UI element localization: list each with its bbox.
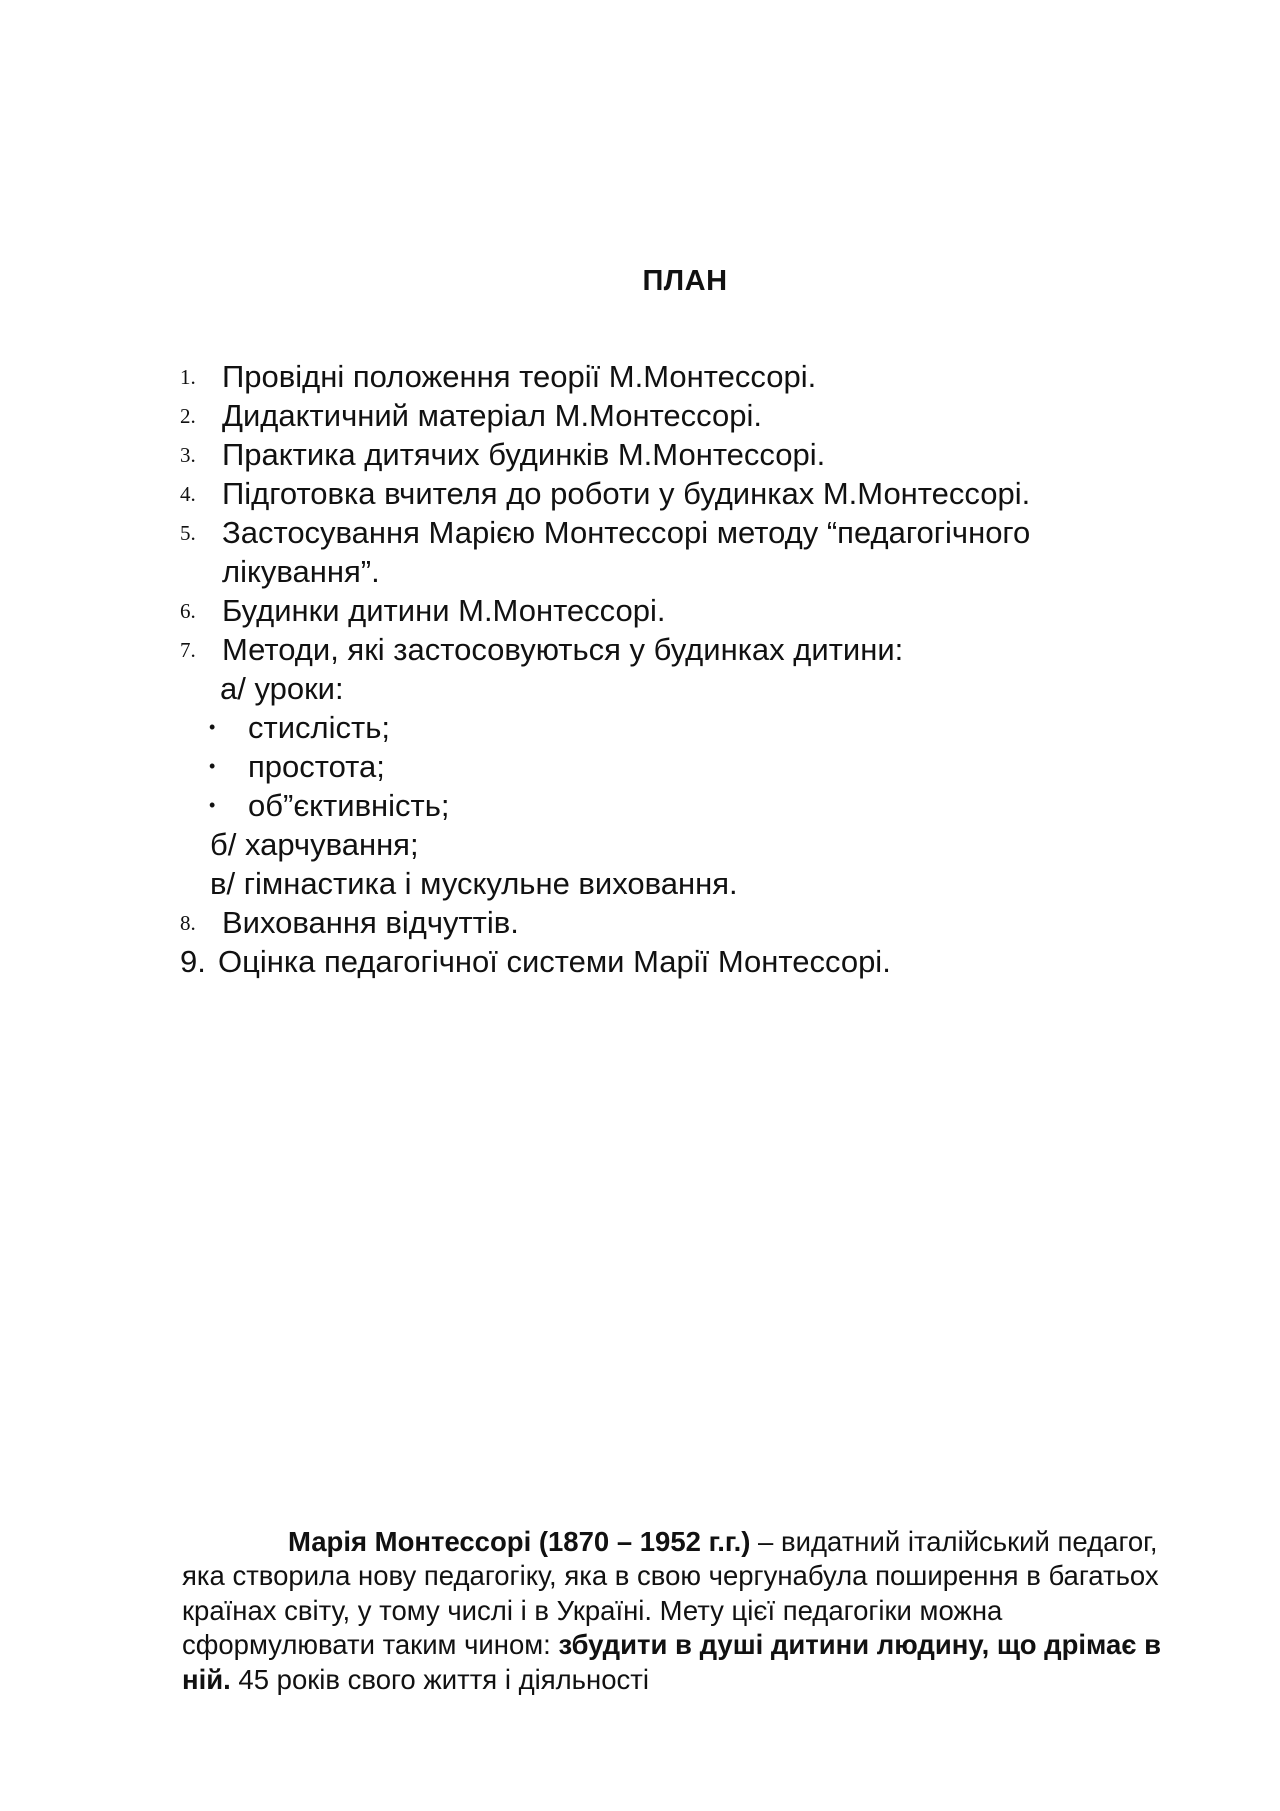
plan-item-number: 7. (180, 638, 196, 662)
plan-item-6 (180, 591, 1140, 630)
intro-name: Марія Монтессорі (1870 – 1952 г.г.) (288, 1525, 751, 1557)
plan-item-number: 6. (180, 599, 196, 623)
plan-item-number: 1. (180, 365, 196, 389)
plan-item-text: Провідні положення теорії М.Монтессорі. (222, 359, 817, 394)
plan-item-text: Оцінка педагогічної системи Марії Монтессорі. (218, 944, 891, 979)
bullet-item (180, 708, 1140, 747)
plan-list (180, 357, 1140, 981)
plan-item-text: Підготовка вчителя до роботи у будинках М.Монтессорі. (222, 476, 1031, 511)
sub-item-gymnastics: в/ гімнастика і мускульне виховання. (210, 866, 738, 901)
bullet-text: об”єктивність; (248, 788, 450, 823)
bullet-icon: • (209, 795, 216, 815)
bullet-icon: • (209, 717, 216, 737)
sub-item-lessons: а/ уроки: (220, 671, 344, 706)
plan-item-text: Застосування Марією Монтессорі методу “педагогічного лікування”. (222, 515, 1031, 589)
bullet-text: простота; (248, 749, 385, 784)
plan-item-number: 3. (180, 443, 196, 467)
plan-item-number: 5. (180, 521, 196, 545)
intro-paragraph (182, 1525, 1192, 1698)
plan-item-number: 8. (180, 911, 196, 935)
bullet-text: стислість; (248, 710, 390, 745)
plan-item-3 (180, 435, 1140, 474)
plan-item-1 (180, 357, 1140, 396)
plan-item-number: 4. (180, 482, 196, 506)
page-title: ПЛАН (642, 265, 728, 297)
plan-item-9 (180, 942, 1140, 981)
plan-item-4 (180, 474, 1140, 513)
plan-item-8 (180, 903, 1140, 942)
bullet-icon: • (209, 756, 216, 776)
intro-text: – видатний італійський педагог, яка створила нову педагогіку, яка в свою чергунабула поширення в багатьох країнах світу, у тому числі і в Україні. Мету цієї педагогіки можна сформулювати таким чином: (182, 1525, 1159, 1660)
plan-item-2 (180, 396, 1140, 435)
plan-item-number: 9. (180, 944, 206, 979)
plan-item-5 (180, 513, 1140, 591)
bullet-item (180, 747, 1140, 786)
bullet-item (180, 786, 1140, 825)
sub-item-nutrition: б/ харчування; (210, 827, 419, 862)
plan-item-7 (180, 630, 1140, 669)
intro-text-continued: 45 років свого життя і діяльності (230, 1663, 649, 1695)
plan-item-text: Будинки дитини М.Монтессорі. (222, 593, 666, 628)
plan-item-text: Виховання відчуттів. (222, 905, 519, 940)
plan-item-number: 2. (180, 404, 196, 428)
intro-goal: збудити в душі дитини людину, що дрімає в ній. (182, 1629, 1162, 1695)
plan-item-text: Практика дитячих будинків М.Монтессорі. (222, 437, 826, 472)
plan-item-text: Методи, які застосовуються у будинках дитини: (222, 632, 904, 667)
plan-item-text: Дидактичний матеріал М.Монтессорі. (222, 398, 763, 433)
